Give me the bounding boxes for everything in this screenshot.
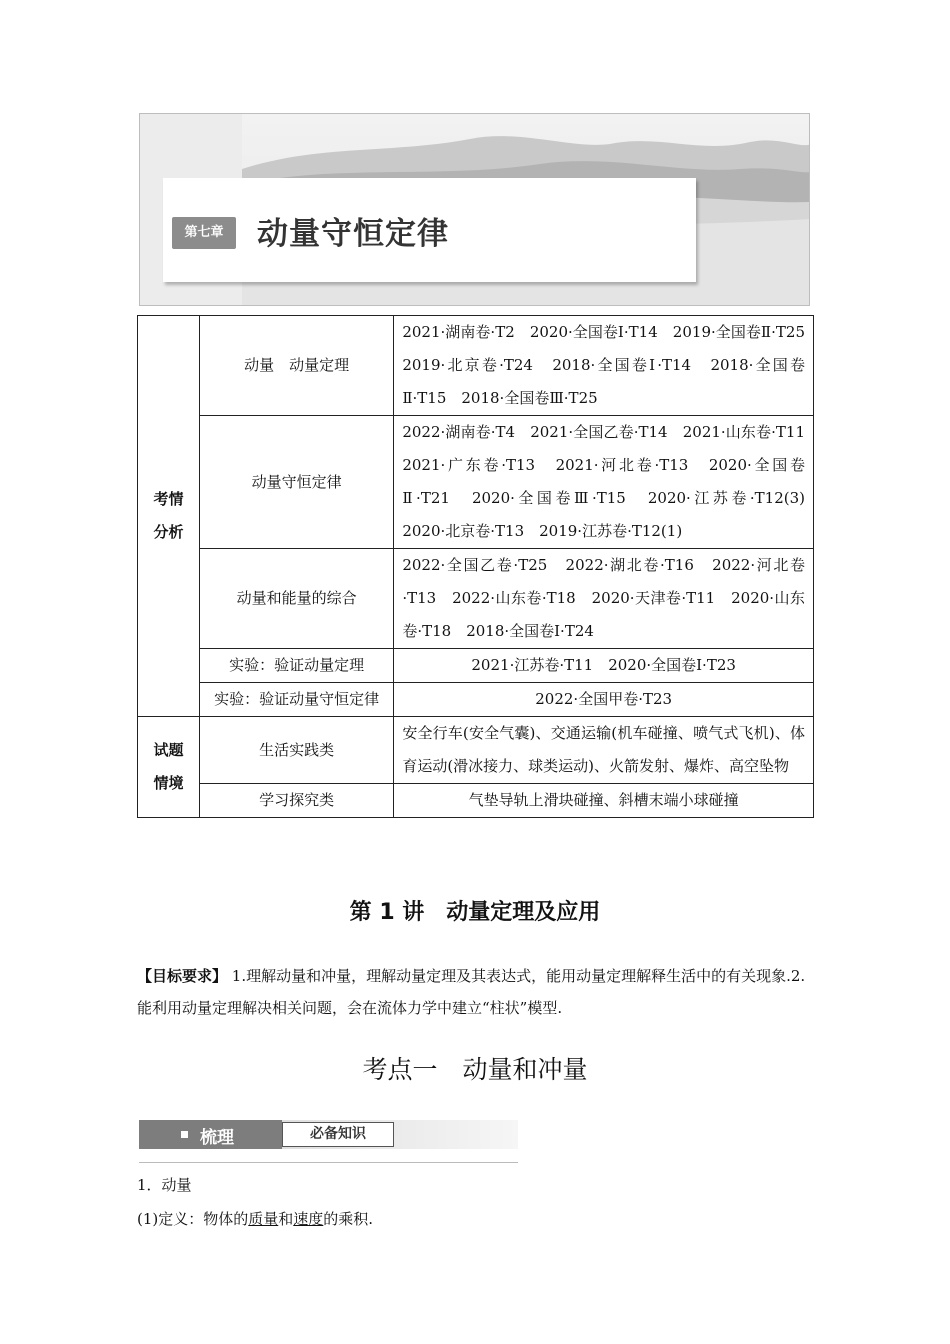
reference-cell: 气垫导轨上滑块碰撞、斜槽末端小球碰撞	[394, 784, 814, 818]
section-tag	[139, 1120, 518, 1164]
table-row	[138, 316, 814, 416]
square-bullet-icon	[181, 1131, 188, 1138]
section-tag-sub: 必备知识	[282, 1122, 394, 1147]
lecture-title: 第 1 讲 动量定理及应用	[349, 900, 601, 925]
underlined-term: 质量	[248, 1210, 279, 1228]
table-row	[138, 717, 814, 784]
item-heading: 1．动量	[137, 1176, 192, 1194]
table-row	[138, 683, 814, 717]
topic-cell: 实验：验证动量守恒定律	[199, 683, 393, 717]
table-row	[138, 549, 814, 649]
category-cell: 考情分析	[138, 316, 200, 717]
chapter-title-box	[163, 178, 696, 282]
reference-cell: 安全行车(安全气囊)、交通运输(机车碰撞、喷气式飞机)、体育运动(滑冰接力、球类运动)、火箭发射、爆炸、高空坠物	[394, 717, 814, 784]
topic-cell: 动量和能量的综合	[199, 549, 393, 649]
chapter-banner	[139, 113, 810, 306]
topic-cell: 实验：验证动量定理	[199, 649, 393, 683]
table-row	[138, 649, 814, 683]
goal-label: 【目标要求】	[137, 967, 228, 985]
goal-text: 1.理解动量和冲量，理解动量定理及其表达式，能用动量定理解释生活中的有关现象.2.能利用动量定理解决相关问题，会在流体力学中建立“柱状”模型.	[137, 967, 806, 1017]
reference-cell: 2022·全国甲卷·T23	[394, 683, 814, 717]
point-title: 考点一 动量和冲量	[362, 1055, 588, 1084]
definition-line: (1)定义：物体的质量和速度的乘积.	[137, 1210, 374, 1228]
reference-cell: 2021·湖南卷·T2 2020·全国卷Ⅰ·T14 2019·全国卷Ⅱ·T25 2019·北京卷·T24 2018·全国卷Ⅰ·T14 2018·全国卷Ⅱ·T15 2018·全国卷Ⅲ·T25	[394, 316, 814, 416]
topic-cell: 动量 动量定理	[199, 316, 393, 416]
topic-cell: 生活实践类	[199, 717, 393, 784]
topic-cell: 动量守恒定律	[199, 416, 393, 549]
category-cell: 试题情境	[138, 717, 200, 818]
exam-analysis-table	[137, 315, 821, 818]
chapter-badge: 第七章	[172, 217, 236, 249]
reference-cell: 2021·江苏卷·T11 2020·全国卷Ⅰ·T23	[394, 649, 814, 683]
topic-cell: 学习探究类	[199, 784, 393, 818]
section-tag-main: 梳理	[200, 1128, 234, 1148]
chapter-title: 动量守恒定律	[257, 216, 449, 252]
table-row	[138, 784, 814, 818]
underlined-term: 速度	[293, 1210, 324, 1228]
reference-cell: 2022·湖南卷·T4 2021·全国乙卷·T14 2021·山东卷·T11 2021·广东卷·T13 2021·河北卷·T13 2020·全国卷Ⅱ·T21 2020·全国卷Ⅲ·T15 2020·江苏卷·T12(3) 2020·北京卷·T13 2019·江苏卷·T12(1)	[394, 416, 814, 549]
reference-cell: 2022·全国乙卷·T25 2022·湖北卷·T16 2022·河北卷·T13 2022·山东卷·T18 2020·天津卷·T11 2020·山东卷·T18 2018·全国卷Ⅰ·T24	[394, 549, 814, 649]
table-row	[138, 416, 814, 549]
learning-goals	[137, 960, 814, 1024]
